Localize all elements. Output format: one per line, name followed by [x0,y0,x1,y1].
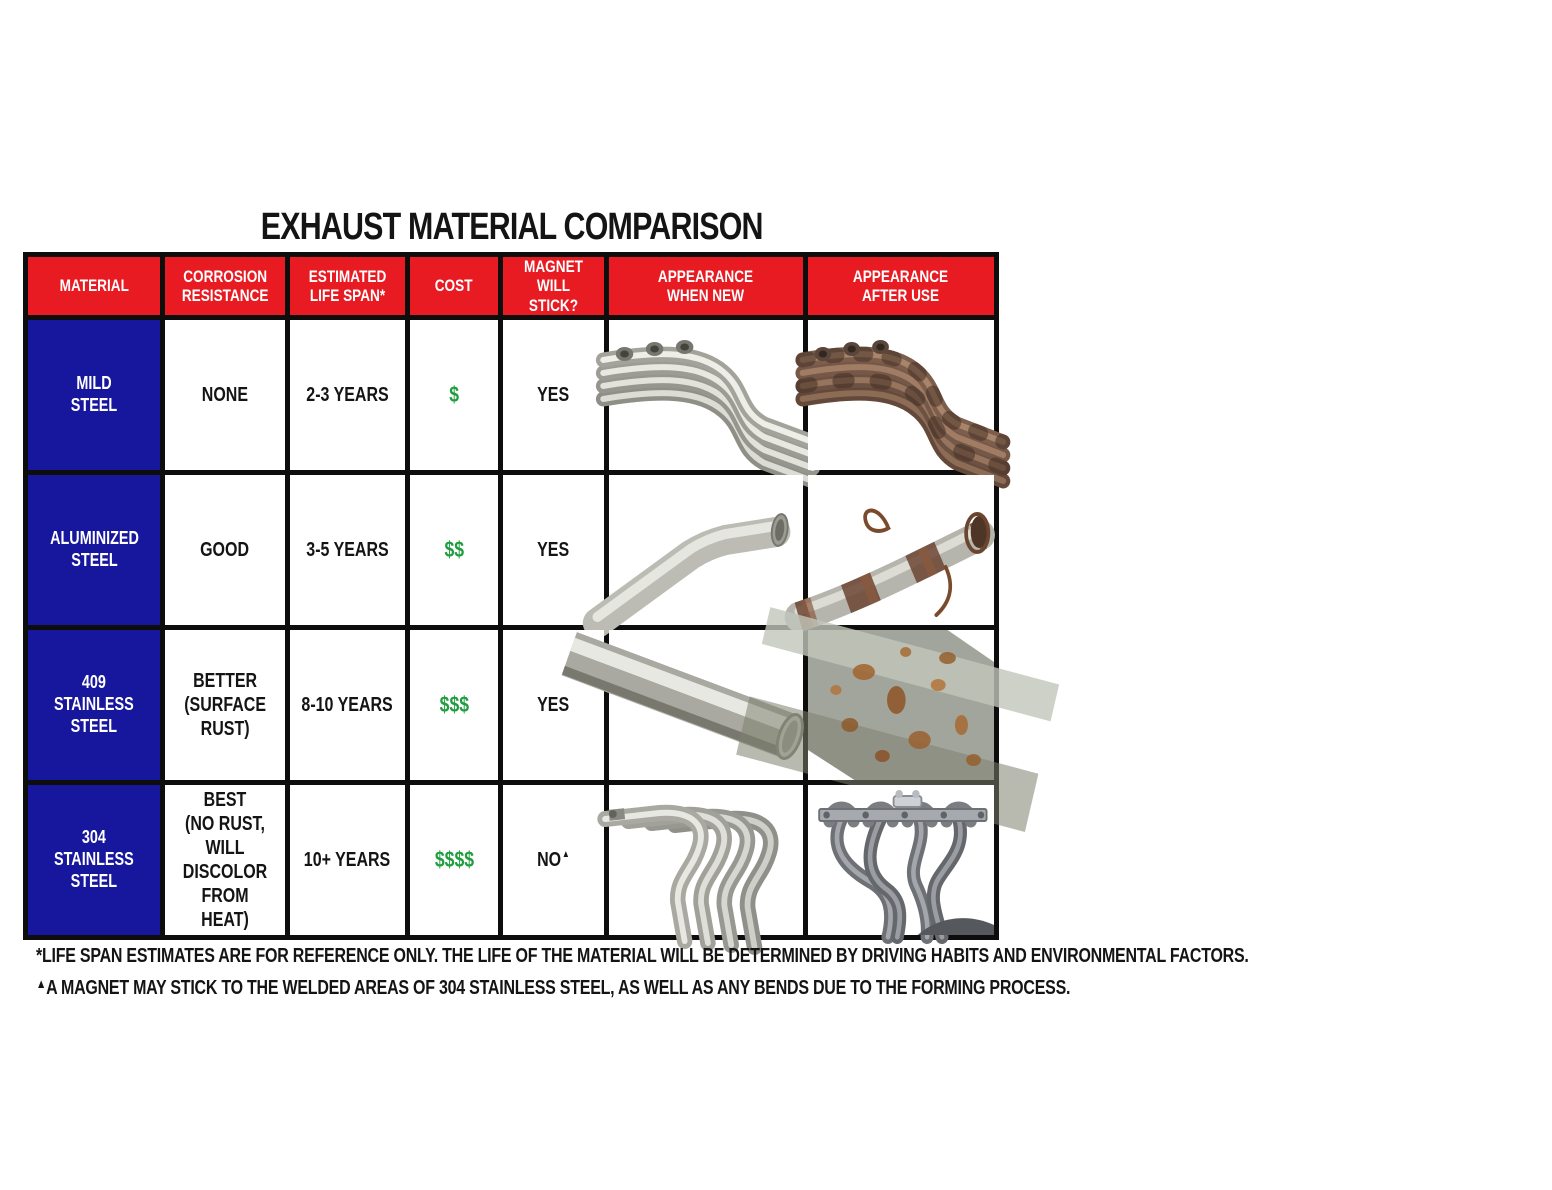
material-label: ALUMINIZED STEEL [49,528,139,570]
material-label: 409 STAINLESS STEEL [54,672,134,736]
header-label: APPEARANCE AFTER USE [853,266,949,305]
cost-cell [410,320,498,470]
appearance-used-cell [808,320,994,470]
header-label: APPEARANCE WHEN NEW [658,266,754,305]
footnotes [36,942,1552,1002]
material-cell [28,475,160,625]
magnet-cell [503,785,604,935]
material-cell [28,630,160,780]
appearance-used-cell [808,475,994,625]
photo-304-new [609,785,803,935]
cell-text: 10+ YEARS [304,849,391,871]
cell-text [537,538,570,562]
cost-text: $$$ [439,691,469,717]
appearance-used-cell [808,785,994,935]
lifespan-cell [290,785,405,935]
photo-mild-steel-used [808,320,994,470]
corrosion-cell [165,475,285,625]
header-label: MATERIAL [59,276,129,296]
footnote-lifespan [36,942,1249,970]
material-label: 304 STAINLESS STEEL [54,827,134,891]
cost-text: $$ [444,536,464,562]
appearance-new-cell [609,320,803,470]
magnet-value: YES [537,539,570,561]
cell-text [537,693,570,717]
photo-aluminized-used [808,475,994,625]
footnote-marker: * [36,945,42,967]
photo-mild-steel-new [609,320,803,470]
page-title-text: EXHAUST MATERIAL COMPARISON [261,206,763,248]
header-appearance-after-use [808,257,994,315]
material-label: MILD STEEL [70,373,118,415]
header-magnet-will-stick [503,257,604,315]
footnote-marker: ▲ [36,976,47,991]
magnet-value: NO [537,849,562,871]
photo-aluminized-new [609,475,803,625]
cost-text: $ [449,381,459,407]
header-cost [410,257,498,315]
cell-text [537,848,570,872]
photo-409-used [808,630,994,780]
corrosion-cell [165,630,285,780]
footnote-magnet [36,970,1249,1002]
comparison-table [23,252,999,940]
cell-text: NONE [201,384,249,406]
cell-text: GOOD [200,539,250,561]
appearance-new-cell [609,475,803,625]
corrosion-cell [165,320,285,470]
footnote-text: A MAGNET MAY STICK TO THE WELDED AREAS OF 304 STAINLESS STEEL, AS WELL AS ANY BENDS DUE TO THE FORMING PROCESS. [46,977,1071,999]
magnet-cell [503,320,604,470]
header-estimated-life-span [290,257,405,315]
cost-cell [410,475,498,625]
cost-cell [410,630,498,780]
magnet-value: YES [537,384,570,406]
magnet-footnote-marker: ▲ [561,849,570,860]
page-title [0,206,1024,249]
header-label: MAGNET WILL STICK? [524,257,583,315]
lifespan-cell [290,475,405,625]
lifespan-cell [290,320,405,470]
cost-cell [410,785,498,935]
header-label: COST [435,276,473,296]
header-label: ESTIMATED LIFE SPAN* [308,266,387,305]
cell-text: 3-5 YEARS [306,539,389,561]
cost-text: $$$$ [434,846,474,872]
cell-text: BEST (NO RUST, WILL DISCOLOR FROM HEAT) [182,789,268,931]
cell-text: BETTER (SURFACE RUST) [184,670,266,740]
cell-text: 8-10 YEARS [301,694,394,716]
magnet-value: YES [537,694,570,716]
lifespan-cell [290,630,405,780]
footnote-text: LIFE SPAN ESTIMATES ARE FOR REFERENCE ONLY. THE LIFE OF THE MATERIAL WILL BE DETERMINED BY DRIVING HABITS AND ENVIRONMENTAL FACTORS. [41,945,1249,967]
header-corrosion-resistance [165,257,285,315]
header-material [28,257,160,315]
appearance-new-cell [609,785,803,935]
magnet-cell [503,475,604,625]
header-label: CORROSION RESISTANCE [181,266,269,305]
photo-304-used [808,785,994,935]
material-cell [28,785,160,935]
header-appearance-when-new [609,257,803,315]
corrosion-cell [165,785,285,935]
material-cell [28,320,160,470]
cell-text: 2-3 YEARS [306,384,389,406]
appearance-used-cell [808,630,994,780]
cell-text [537,383,570,407]
